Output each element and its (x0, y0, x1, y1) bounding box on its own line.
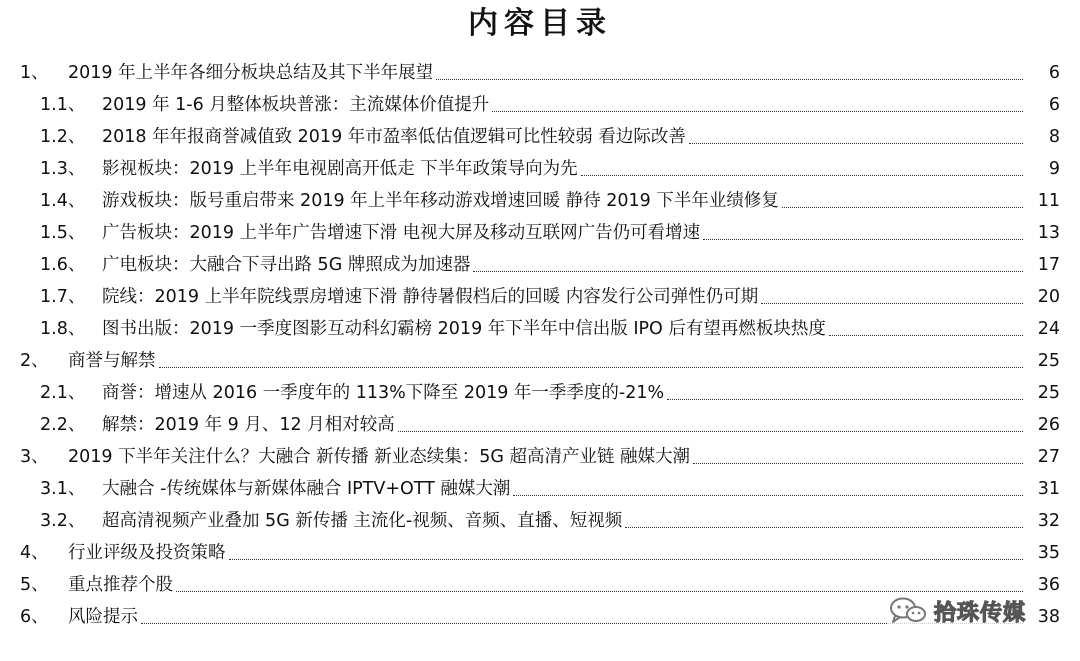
toc-dot-leader (625, 527, 1023, 528)
watermark-text: 拾珠传媒 (934, 600, 1027, 626)
toc-entry-title: 广电板块：大融合下寻出路 5G 牌照成为加速器 (102, 255, 471, 275)
toc-page-number: 26 (1037, 415, 1060, 435)
toc-page-number: 35 (1037, 543, 1060, 563)
toc-page-number: 32 (1037, 511, 1060, 531)
toc-dot-leader (761, 303, 1023, 304)
toc-entry-title: 商誉与解禁 (68, 351, 156, 371)
toc-entry-title: 商誉：增速从 2016 一季度年的 113%下降至 2019 年一季季度的-21% (102, 383, 665, 403)
toc-dot-leader (513, 495, 1023, 496)
toc-entry-number: 1.3、 (40, 159, 86, 179)
toc-entry-number: 6、 (20, 607, 49, 627)
toc-page-number: 38 (1037, 607, 1060, 627)
toc-dot-leader (436, 79, 1023, 80)
toc-entry[interactable] (0, 473, 1080, 505)
toc-entry-number: 1.8、 (40, 319, 86, 339)
toc-dot-leader (829, 335, 1023, 336)
toc-entry-title: 重点推荐个股 (68, 575, 173, 595)
toc-entry-title: 大融合 -传统媒体与新媒体融合 IPTV+OTT 融媒大潮 (102, 479, 511, 499)
toc-entry-title: 超高清视频产业叠加 5G 新传播 主流化-视频、音频、直播、短视频 (102, 511, 623, 531)
toc-entry[interactable] (0, 217, 1080, 249)
toc-entry-number: 3.2、 (40, 511, 86, 531)
watermark (888, 594, 1034, 628)
toc-page-number: 20 (1037, 287, 1060, 307)
toc-entry-title: 2019 下半年关注什么？大融合 新传播 新业态续集：5G 超高清产业链 融媒大潮 (68, 447, 691, 467)
toc-entry[interactable] (0, 57, 1080, 89)
toc-entry-title: 院线：2019 上半年院线票房增速下滑 静待暑假档后的回暖 内容发行公司弹性仍可期 (102, 287, 759, 307)
toc-dot-leader (159, 367, 1024, 368)
toc-page-number: 6 (1048, 63, 1060, 83)
toc-entry-number: 1、 (20, 63, 49, 83)
toc-entry[interactable] (0, 153, 1080, 185)
toc-entry-number: 1.1、 (40, 95, 86, 115)
toc-dot-leader (492, 111, 1023, 112)
toc-dot-leader (473, 271, 1023, 272)
toc-page-number: 25 (1037, 351, 1060, 371)
toc-page-number: 13 (1037, 223, 1060, 243)
toc-dot-leader (689, 143, 1023, 144)
wechat-icon (888, 596, 928, 626)
toc-entry-title: 2019 年 1-6 月整体板块普涨：主流媒体价值提升 (102, 95, 490, 115)
toc-entry[interactable] (0, 345, 1080, 377)
toc-dot-leader (782, 207, 1023, 208)
toc-entry[interactable] (0, 409, 1080, 441)
toc-entry[interactable] (0, 377, 1080, 409)
toc-page-number: 11 (1037, 191, 1060, 211)
toc-entry-number: 4、 (20, 543, 49, 563)
toc-page-number: 6 (1048, 95, 1060, 115)
toc-entry-number: 2、 (20, 351, 49, 371)
toc-dot-leader (229, 559, 1024, 560)
toc-entry[interactable] (0, 313, 1080, 345)
toc-entry-title: 2018 年年报商誉减值致 2019 年市盈率低估值逻辑可比性较弱 看边际改善 (102, 127, 686, 147)
toc-entry[interactable] (0, 121, 1080, 153)
toc-dot-leader (398, 431, 1023, 432)
toc-entry[interactable] (0, 281, 1080, 313)
toc-entry-title: 风险提示 (68, 607, 138, 627)
toc-page-number: 24 (1037, 319, 1060, 339)
toc-entry-title: 影视板块：2019 上半年电视剧高开低走 下半年政策导向为先 (102, 159, 578, 179)
toc-page-number: 9 (1048, 159, 1060, 179)
toc-dot-leader (581, 175, 1023, 176)
toc-page-number: 8 (1048, 127, 1060, 147)
toc-page-number: 36 (1037, 575, 1060, 595)
toc-entry[interactable] (0, 505, 1080, 537)
toc-dot-leader (693, 463, 1023, 464)
toc-entry[interactable] (0, 249, 1080, 281)
toc-entry-number: 1.6、 (40, 255, 86, 275)
toc-page-number: 17 (1037, 255, 1060, 275)
toc-page-number: 31 (1037, 479, 1060, 499)
toc-entry-number: 2.2、 (40, 415, 86, 435)
toc-dot-leader (176, 591, 1023, 592)
toc-entry[interactable] (0, 441, 1080, 473)
toc-entry-number: 1.4、 (40, 191, 86, 211)
toc-entry-title: 图书出版：2019 一季度图影互动科幻霸榜 2019 年下半年中信出版 IPO 后有望再燃板块热度 (102, 319, 826, 339)
table-of-contents (0, 57, 1080, 633)
toc-entry[interactable] (0, 537, 1080, 569)
toc-dot-leader (667, 399, 1023, 400)
toc-entry-title: 广告板块：2019 上半年广告增速下滑 电视大屏及移动互联网广告仍可看增速 (102, 223, 701, 243)
toc-entry-title: 行业评级及投资策略 (68, 543, 226, 563)
toc-entry-number: 1.7、 (40, 287, 86, 307)
toc-entry[interactable] (0, 185, 1080, 217)
toc-page-number: 25 (1037, 383, 1060, 403)
toc-entry[interactable] (0, 89, 1080, 121)
toc-entry-number: 1.5、 (40, 223, 86, 243)
toc-entry-number: 3.1、 (40, 479, 86, 499)
toc-entry-title: 解禁：2019 年 9 月、12 月相对较高 (102, 415, 395, 435)
toc-dot-leader (703, 239, 1023, 240)
toc-entry-title: 游戏板块：版号重启带来 2019 年上半年移动游戏增速回暖 静待 2019 下半年业绩修复 (102, 191, 779, 211)
toc-page-number: 27 (1037, 447, 1060, 467)
toc-entry-number: 1.2、 (40, 127, 86, 147)
toc-entry-number: 3、 (20, 447, 49, 467)
toc-entry-number: 2.1、 (40, 383, 86, 403)
toc-entry-title: 2019 年上半年各细分板块总结及其下半年展望 (68, 63, 434, 83)
page-title: 内容目录 (468, 6, 612, 41)
toc-entry-number: 5、 (20, 575, 49, 595)
